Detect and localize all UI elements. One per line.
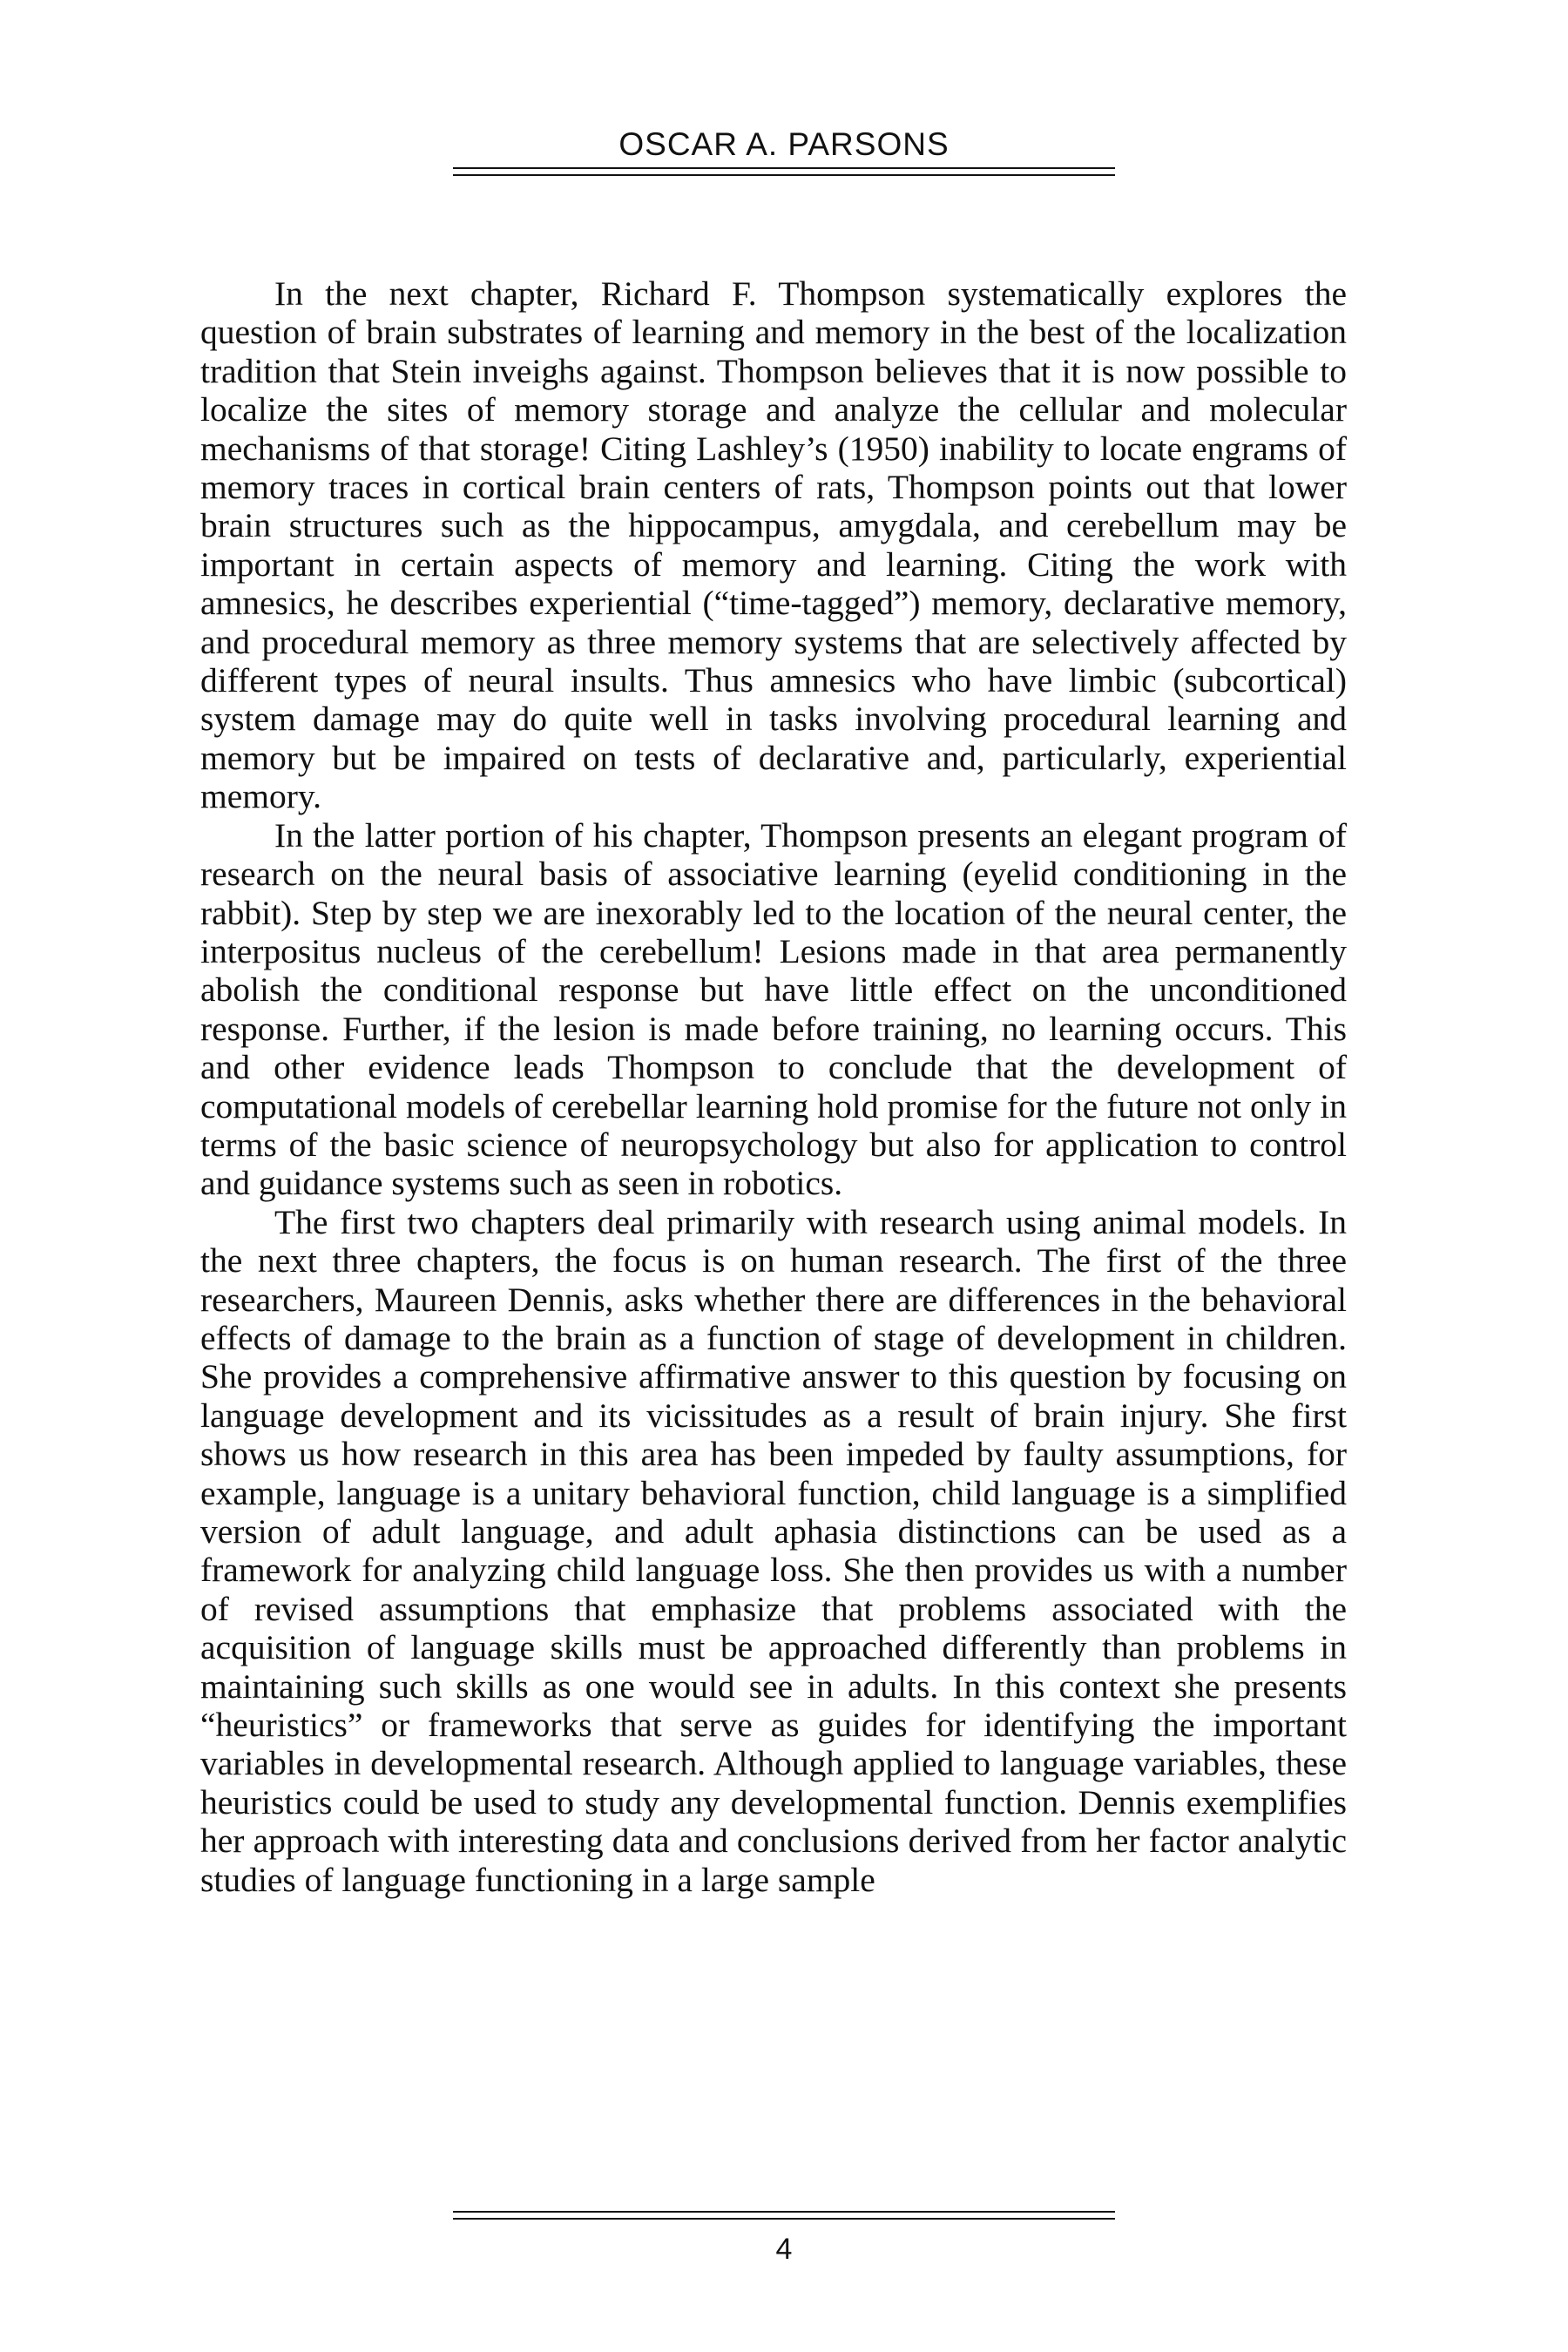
running-head: OSCAR A. PARSONS xyxy=(618,126,950,162)
paragraph-1: In the next chapter, Richard F. Thompson systematically explores the question of brain substrates of learning and memory in the best of the localization tradition that Stein inveighs against. Thompson believes that it is now possible to localize the sites of memory storage and analyze the cellular and molecular mechanisms of that storage! Citing Lashley’s (1950) inability to locate engrams of memory traces in cortical brain centers of rats, Thompson points out that lower brain structures such as the hippocampus, amygdala, and cerebellum may be important in certain aspects of memory and learning. Citing the work with amnesics, he describes experiential (“time-tagged”) memory, declarative memory, and procedural memory as three memory systems that are selectively affected by different types of neural insults. Thus amnesics who have limbic (subcortical) system damage may do quite well in tasks involving procedural learning and memory but be impaired on tests of declarative and, particularly, experiential memory. xyxy=(200,274,1347,816)
header-rule-top xyxy=(453,167,1115,169)
footer-rule-top xyxy=(453,2211,1115,2213)
footer-rule-bottom xyxy=(453,2218,1115,2220)
paragraph-2: In the latter portion of his chapter, Thompson presents an elegant program of research on the neural basis of associative learning (eyelid conditioning in the rabbit). Step by step we are inexorably led to the location of the neural center, the interpositus nucleus of the cerebellum! Lesions made in that area permanently abolish the conditional response but have little effect on the unconditioned response. Further, if the lesion is made before training, no learning occurs. This and other evidence leads Thompson to conclude that the development of computational models of cerebellar learning hold promise for the future not only in terms of the basic science of neuropsychology but also for application to control and guidance systems such as seen in robotics. xyxy=(200,815,1347,1203)
page-number: 4 xyxy=(775,2233,793,2266)
page-body xyxy=(200,274,1347,1899)
header-rule-bottom xyxy=(453,174,1115,176)
paragraph-3: The first two chapters deal primarily with research using animal models. In the next three chapters, the focus is on human research. The first of the three researchers, Maureen Dennis, asks whether there are differences in the behavioral effects of damage to the brain as a function of stage of development in children. She provides a comprehensive affirmative answer to this question by focusing on language development and its vicissitudes as a result of brain injury. She first shows us how research in this area has been impeded by faulty assumptions, for example, language is a unitary behavioral function, child language is a simplified version of adult language, and adult aphasia distinctions can be used as a framework for analyzing child language loss. She then provides us with a number of revised assumptions that emphasize that problems associated with the acquisition of language skills must be approached differently than problems in maintaining such skills as one would see in adults. In this context she presents “heuristics” or frameworks that serve as guides for identifying the important variables in developmental research. Although applied to language variables, these heuristics could be used to study any developmental function. Dennis exemplifies her approach with interesting data and conclusions derived from her factor analytic studies of language functioning in a large sample xyxy=(200,1202,1347,1899)
running-head-container xyxy=(453,125,1115,164)
